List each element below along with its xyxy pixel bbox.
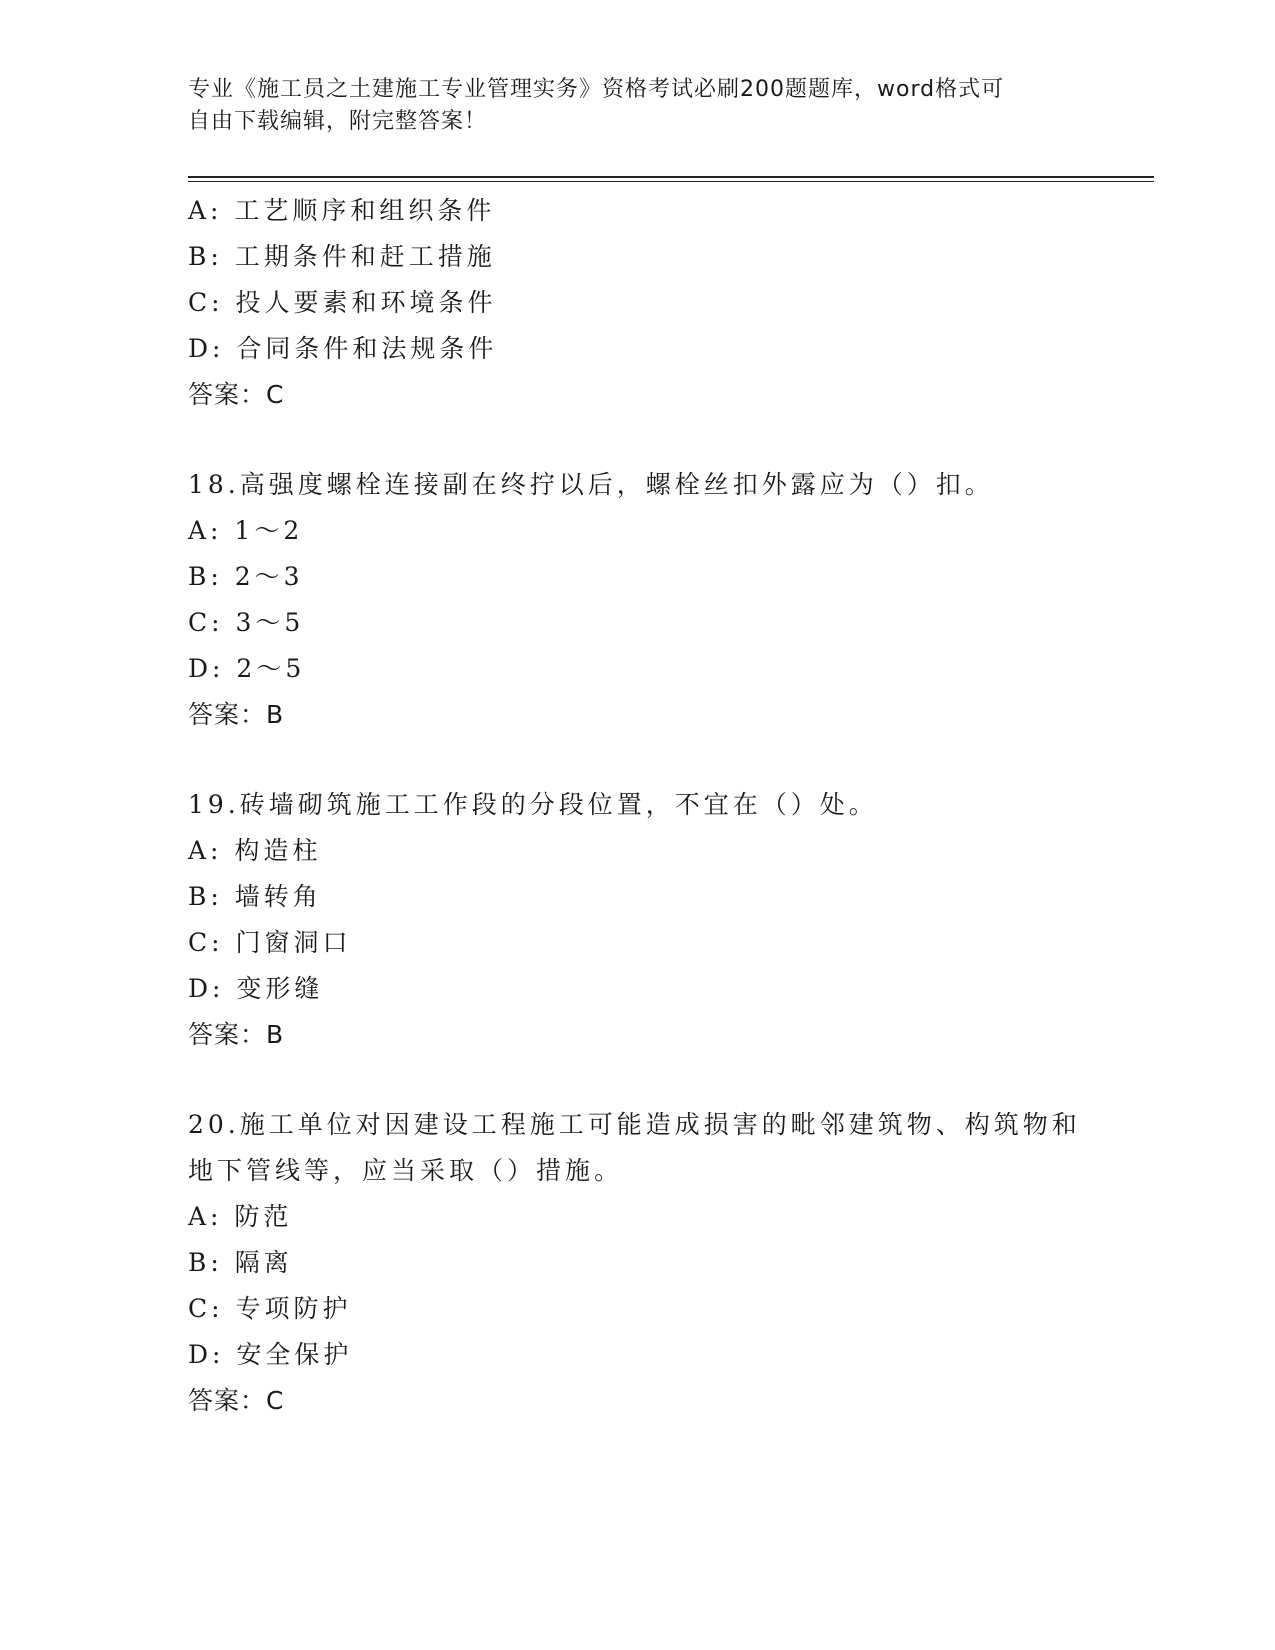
q19-question: 19.砖墙砌筑施工工作段的分段位置，不宜在（）处。 — [188, 790, 878, 819]
q18-question: 18.高强度螺栓连接副在终拧以后，螺栓丝扣外露应为（）扣。 — [188, 470, 994, 499]
q17-option-c: C: 投人要素和环境条件 — [188, 288, 497, 317]
question-block-18 — [188, 462, 1088, 738]
q19-option-d: D: 变形缝 — [188, 974, 324, 1003]
q18-option-d: D: 2～5 — [188, 654, 306, 683]
q20-option-b: B: 隔离 — [188, 1248, 293, 1277]
q19-option-c: C: 门窗洞口 — [188, 928, 352, 957]
spacer — [188, 418, 1088, 462]
q19-option-a: A: 构造柱 — [188, 836, 322, 865]
q20-option-d: D: 安全保护 — [188, 1340, 353, 1369]
q17-answer: 答案：C — [188, 380, 285, 409]
question-block-20 — [188, 1102, 1088, 1424]
q17-option-a: A: 工艺顺序和组织条件 — [188, 196, 496, 225]
header-title-line-2: 自由下载编辑，附完整答案！ — [188, 109, 488, 134]
q18-option-a: A: 1～2 — [188, 516, 304, 545]
spacer — [188, 1058, 1088, 1102]
q19-option-b: B: 墙转角 — [188, 882, 322, 911]
document-header — [188, 74, 1088, 138]
header-divider-thin — [188, 181, 1154, 182]
q17-option-b: B: 工期条件和赶工措施 — [188, 242, 496, 271]
q20-answer: 答案：C — [188, 1386, 285, 1415]
header-title-line-1: 专业《施工员之土建施工专业管理实务》资格考试必刷200题题库，word格式可 — [188, 77, 1005, 102]
q18-option-b: B: 2～3 — [188, 562, 304, 591]
question-list — [188, 188, 1088, 1424]
q20-option-c: C: 专项防护 — [188, 1294, 352, 1323]
spacer — [188, 738, 1088, 782]
q17-option-d: D: 合同条件和法规条件 — [188, 334, 498, 363]
q19-answer: 答案：B — [188, 1020, 285, 1049]
question-block-17 — [188, 188, 1088, 418]
header-divider-thick — [188, 176, 1154, 178]
q20-option-a: A: 防范 — [188, 1202, 293, 1231]
q20-question-line-2: 地下管线等，应当采取（）措施。 — [188, 1156, 624, 1185]
q18-answer: 答案：B — [188, 700, 285, 729]
q18-option-c: C: 3～5 — [188, 608, 305, 637]
question-block-19 — [188, 782, 1088, 1058]
q20-question-line-1: 20.施工单位对因建设工程施工可能造成损害的毗邻建筑物、构筑物和 — [188, 1110, 1081, 1139]
